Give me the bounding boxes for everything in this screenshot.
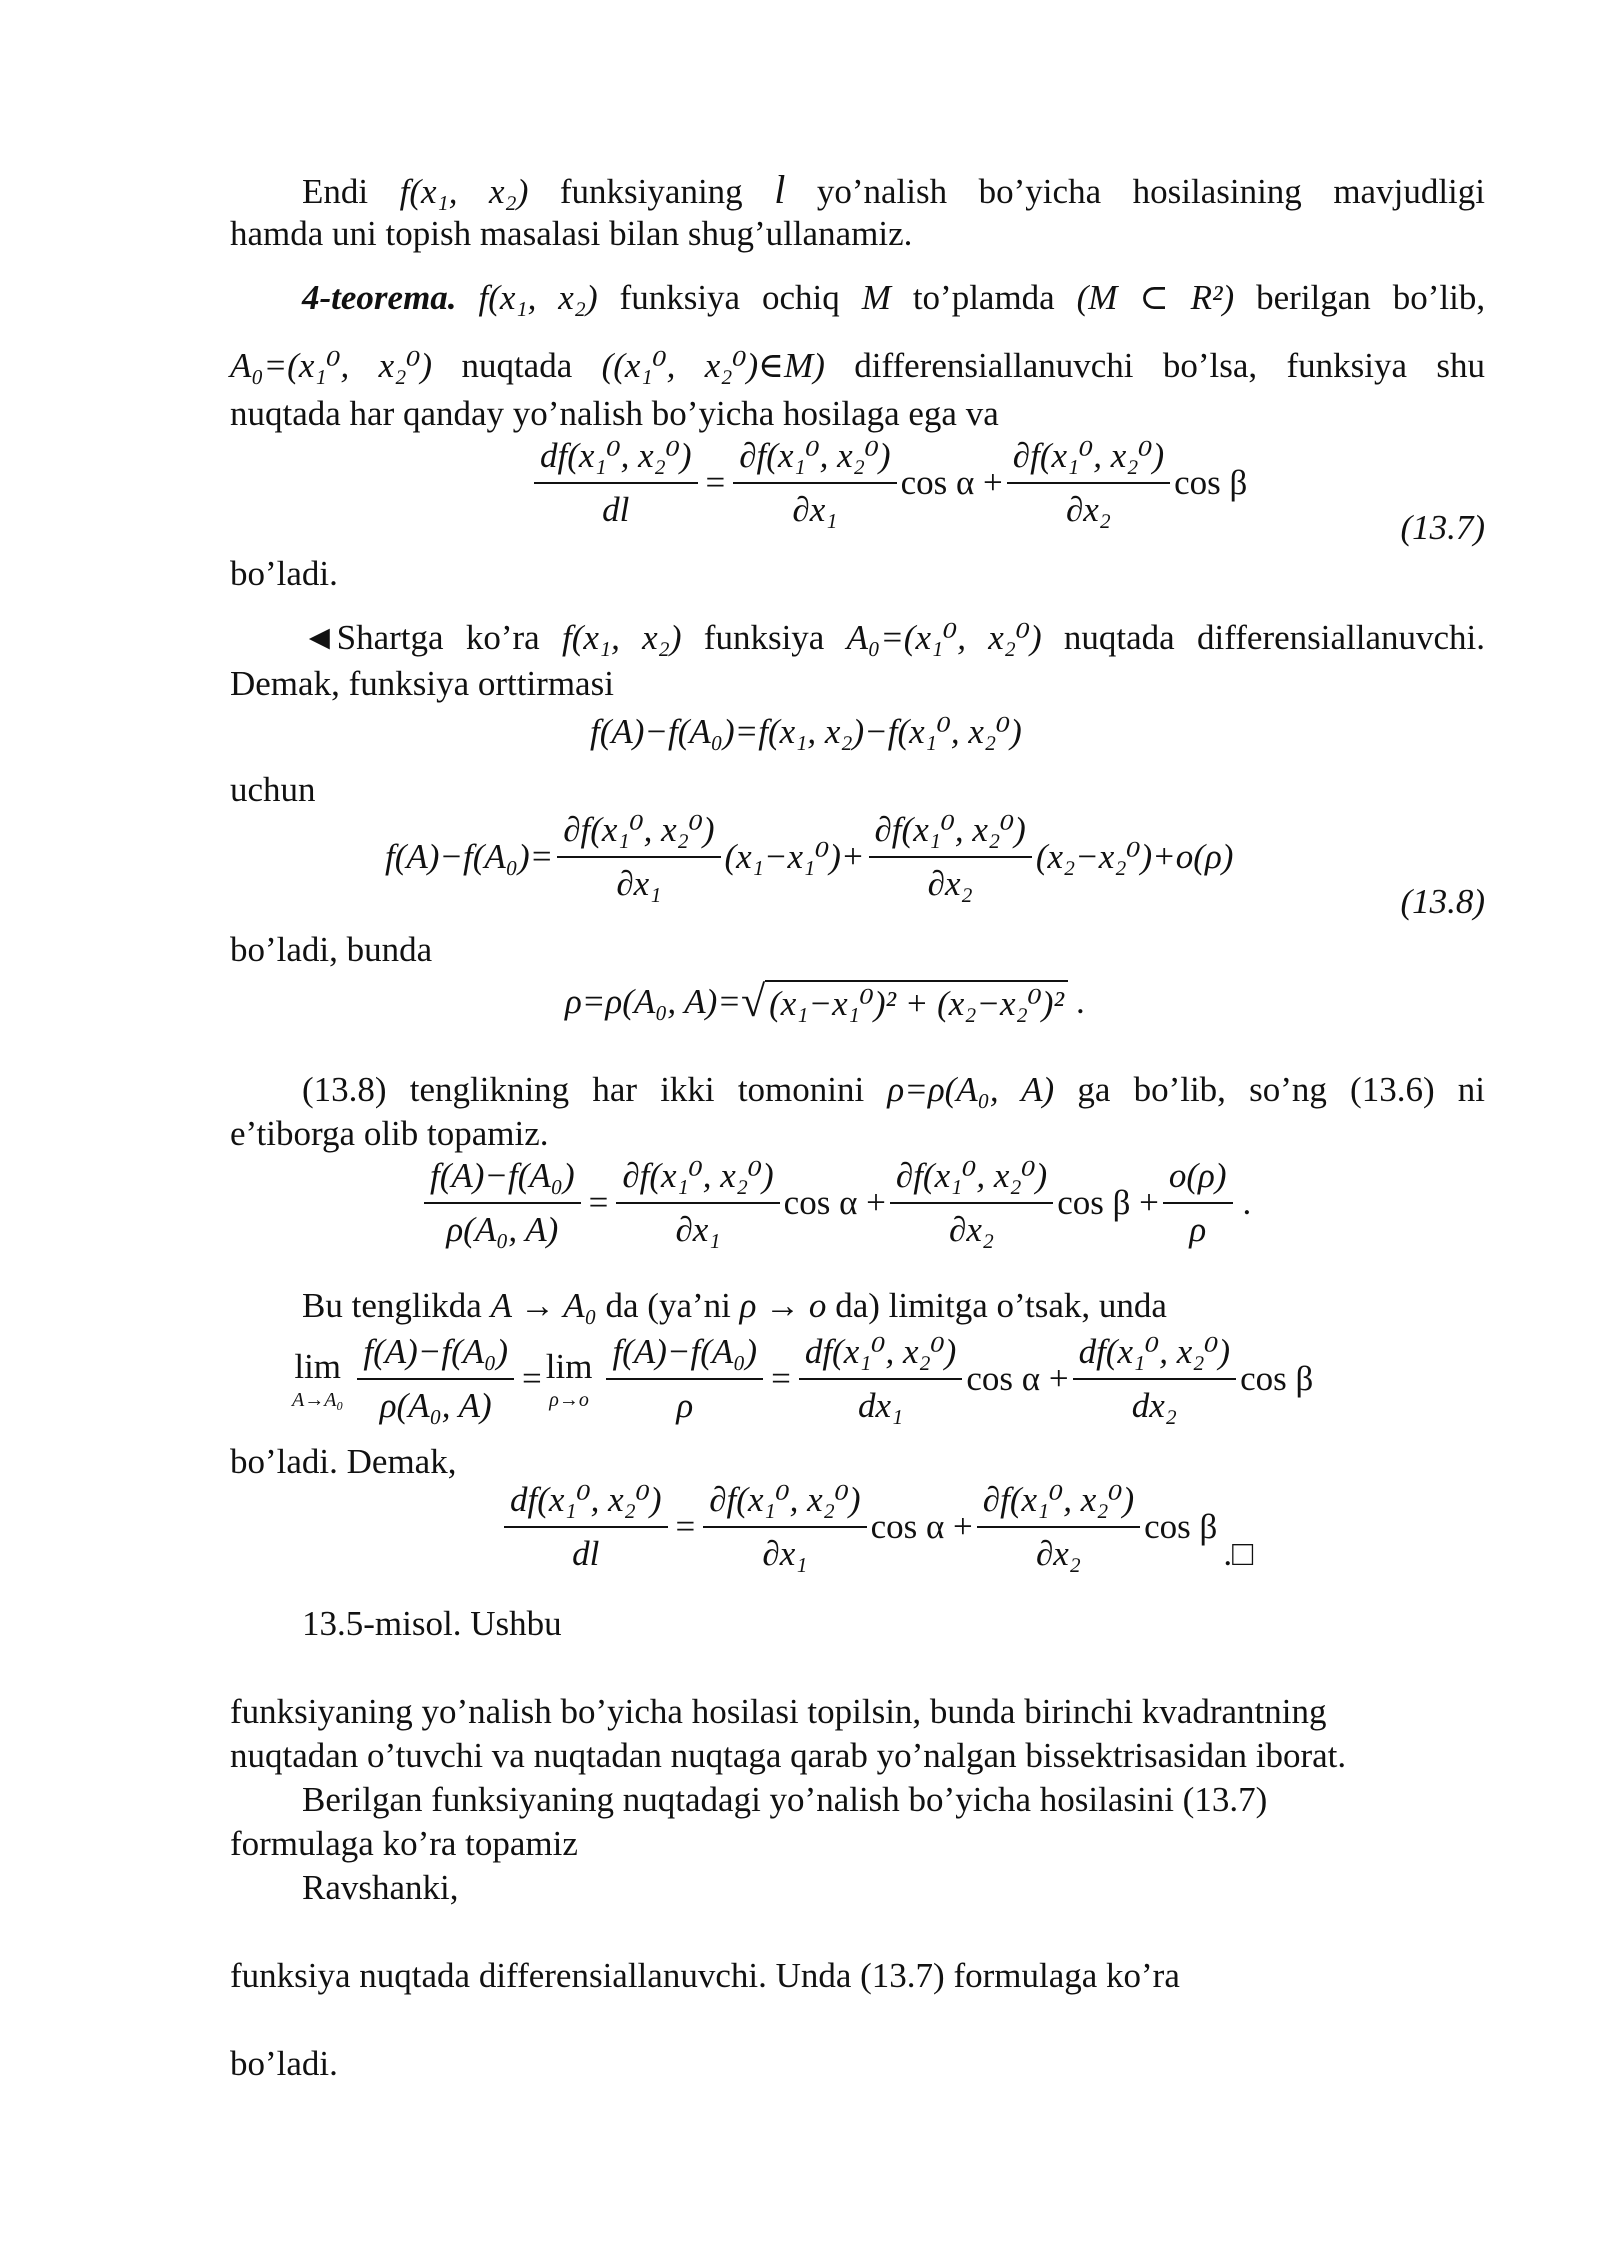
text: Endi <box>302 172 369 211</box>
fraction: $\frac{\text{∂f(x₁⁰, x₂⁰)}}{\text{∂x₁}}$ <box>733 436 896 530</box>
text: berilgan bo’lib, <box>1256 278 1486 317</box>
text-boladi-demak: bo’ladi. Demak, <box>230 1442 457 1481</box>
text: Shartga ko’ra <box>336 618 540 657</box>
equation-number: (13.7) <box>1400 508 1485 547</box>
equation-increment: f(A)−f(A₀)=f(x₁, x₂)−f(x₁⁰, x₂⁰) <box>590 712 1022 751</box>
text: ga bo’lib, so’ng (13.6) ni <box>1077 1070 1486 1109</box>
math-M-subset-R2: (M ⊂ R²) <box>1076 278 1235 317</box>
equation-number: (13.8) <box>1400 882 1485 921</box>
text: yo’nalish bo’yicha hosilasining mavjudligi <box>816 172 1485 211</box>
text-boladi-end: bo’ladi. <box>230 2044 338 2083</box>
text: (13.8) tenglikning har ikki tomonini <box>302 1070 865 1109</box>
theorem-line3: nuqtada har qanday yo’nalish bo’yicha hosilaga ega va <box>230 394 999 433</box>
para-divide-line2: e’tiborga olib topamiz. <box>230 1114 549 1153</box>
para-divide-line1 <box>230 1068 1485 1112</box>
math-f-x1-x2: f(x₁, x₂) <box>399 172 529 211</box>
text: differensiallanuvchi bo’lsa, funksiya shu <box>854 346 1486 385</box>
theorem-line1 <box>230 276 1485 320</box>
solution-line1: Berilgan funksiyaning nuqtadagi yo’nalish bo’yicha hosilasini (13.7) <box>302 1780 1268 1819</box>
text: funksiya ochiq <box>619 278 840 317</box>
para-intro-line1 <box>230 168 1485 214</box>
text: da (ya’ni <box>605 1286 731 1325</box>
fraction: $\frac{o(\rho)}{\rho}$ <box>1163 1156 1233 1250</box>
theorem-label: 4-teorema. <box>302 278 457 317</box>
math-A0: A₀=(x₁⁰, x₂⁰) <box>846 618 1042 657</box>
text: funksiyaning <box>559 172 743 211</box>
math-in-M: ((x₁⁰, x₂⁰)∈M) <box>601 346 825 385</box>
equation-13-8: f(A)−f(A₀)= $\frac{\text{∂f(x₁⁰, x₂⁰)}}{\text{∂x₁}}$ (x₁−x₁⁰)+ $\frac{\text{∂f(x₁⁰, x₂⁰)}}{\text{∂x₂}}$ (x₂−x₂⁰)+o(ρ) <box>385 810 1234 903</box>
text-boladi-bunda: bo’ladi, bunda <box>230 930 433 969</box>
para-intro-line2: hamda uni topish masalasi bilan shug’ullanamiz. <box>230 214 913 253</box>
fraction: $\frac{\text{f(A)−f(A₀)}}{\rho}$ <box>606 1332 763 1426</box>
example-title: 13.5-misol. Ushbu <box>302 1604 562 1643</box>
fraction: $\frac{\text{∂f(x₁⁰, x₂⁰)}}{\text{∂x₁}}$ <box>616 1156 779 1250</box>
proof-line2: Demak, funksiya orttirmasi <box>230 664 614 703</box>
example-line2: nuqtadan o’tuvchi va nuqtadan nuqtaga qarab yo’nalgan bissektrisasidan iborat. <box>230 1736 1347 1775</box>
fraction: $\frac{\text{∂f(x₁⁰, x₂⁰)}}{\text{∂x₂}}$ <box>977 1480 1140 1574</box>
theorem-line2 <box>230 344 1485 388</box>
text-ravshanki: Ravshanki, <box>302 1868 459 1907</box>
text: to’plamda <box>912 278 1055 317</box>
fraction: $\frac{\text{df(x₁⁰, x₂⁰)}}{\text{dx₁}}$ <box>799 1332 963 1426</box>
math-rho-to-o: ρ → o <box>739 1286 827 1325</box>
example-line1: funksiyaning yo’nalish bo’yicha hosilasi topilsin, bunda birinchi kvadrantning <box>230 1692 1327 1731</box>
fraction: $\frac{\text{∂f(x₁⁰, x₂⁰)}}{\text{∂x₁}}$ <box>557 810 720 904</box>
fraction: $\frac{\text{df(x₁⁰, x₂⁰)}}{\text{dx₂}}$ <box>1073 1332 1237 1426</box>
text-boladi: bo’ladi. <box>230 554 338 593</box>
text: nuqtada differensiallanuvchi. <box>1063 618 1486 657</box>
equation-limit: lim A→A₀ $\frac{\text{f(A)−f(A₀)}}{\text{ρ(A₀, A)}}$ = lim ρ→o $\frac{\text{f(A)−f(A₀)}}{\rho}$ = $\frac{\text{df(x₁⁰, x₂⁰)}}{\text{dx₁}}$ cos α + $\frac{\text{df(x₁⁰, x₂⁰)}}{\text{dx₂}}$ cos β <box>292 1332 1314 1425</box>
equation-13-7: $\frac{\text{df(x₁⁰, x₂⁰)}}{dl}$ = $\frac{\text{∂f(x₁⁰, x₂⁰)}}{\text{∂x₁}}$ cos α + $\frac{\text{∂f(x₁⁰, x₂⁰)}}{\text{∂x₂}}$ cos β <box>530 436 1247 530</box>
text: funksiya <box>703 618 825 657</box>
math-f-x1-x2: f(x₁, x₂) <box>562 618 682 657</box>
fraction: $\frac{\text{f(A)−f(A₀)}}{\text{ρ(A₀, A)}}$ <box>424 1156 581 1250</box>
limit-operator: lim A→A₀ <box>292 1346 344 1411</box>
fraction: $\frac{\text{df(x₁⁰, x₂⁰)}}{dl}$ <box>504 1480 668 1574</box>
fraction: $\frac{\text{df(x₁⁰, x₂⁰)}}{dl}$ <box>534 436 698 530</box>
fraction: $\frac{\text{∂f(x₁⁰, x₂⁰)}}{\text{∂x₂}}$ <box>890 1156 1053 1250</box>
text-uchun: uchun <box>230 770 316 809</box>
proof-line1 <box>230 616 1485 660</box>
text: da) limitga o’tsak, unda <box>835 1286 1167 1325</box>
math-f-x1-x2: f(x₁, x₂) <box>478 278 598 317</box>
math-l: l <box>774 167 786 212</box>
para-limit <box>230 1284 1485 1328</box>
fraction: $\frac{\text{∂f(x₁⁰, x₂⁰)}}{\text{∂x₂}}$ <box>1007 436 1170 530</box>
fraction: $\frac{\text{∂f(x₁⁰, x₂⁰)}}{\text{∂x₂}}$ <box>869 810 1032 904</box>
proof-start-icon: ◄ <box>302 618 337 657</box>
math-rho: ρ=ρ(A₀, A) <box>887 1070 1055 1109</box>
limit-operator: lim ρ→o <box>545 1346 593 1411</box>
fraction: $\frac{\text{∂f(x₁⁰, x₂⁰)}}{\text{∂x₁}}$ <box>703 1480 866 1574</box>
math-A-to-A0: A → A₀ <box>490 1286 597 1325</box>
equation-final: $\frac{\text{df(x₁⁰, x₂⁰)}}{dl}$ = $\frac{\text{∂f(x₁⁰, x₂⁰)}}{\text{∂x₁}}$ cos α + $\frac{\text{∂f(x₁⁰, x₂⁰)}}{\text{∂x₂}}$ cos β .□ <box>500 1480 1253 1574</box>
fraction: $\frac{\text{f(A)−f(A₀)}}{\text{ρ(A₀, A)}}$ <box>357 1332 514 1426</box>
text: nuqtada <box>461 346 573 385</box>
math-M: M <box>861 278 891 317</box>
equation-divided: $\frac{\text{f(A)−f(A₀)}}{\text{ρ(A₀, A)}}$ = $\frac{\text{∂f(x₁⁰, x₂⁰)}}{\text{∂x₁}}$ cos α + $\frac{\text{∂f(x₁⁰, x₂⁰)}}{\text{∂x₂}}$ cos β + $\frac{o(\rho)}{\rho}$ . <box>420 1156 1251 1250</box>
solution-line2: formulaga ko’ra topamiz <box>230 1824 578 1863</box>
text: Bu tenglikda <box>302 1286 482 1325</box>
example-line3: funksiya nuqtada differensiallanuvchi. Unda (13.7) formulaga ko’ra <box>230 1956 1180 1995</box>
math-A0: A₀=(x₁⁰, x₂⁰) <box>230 346 433 385</box>
equation-rho: ρ=ρ(A₀, A)= √ (x₁−x₁⁰)² + (x₂−x₂⁰)² . <box>565 977 1085 1026</box>
